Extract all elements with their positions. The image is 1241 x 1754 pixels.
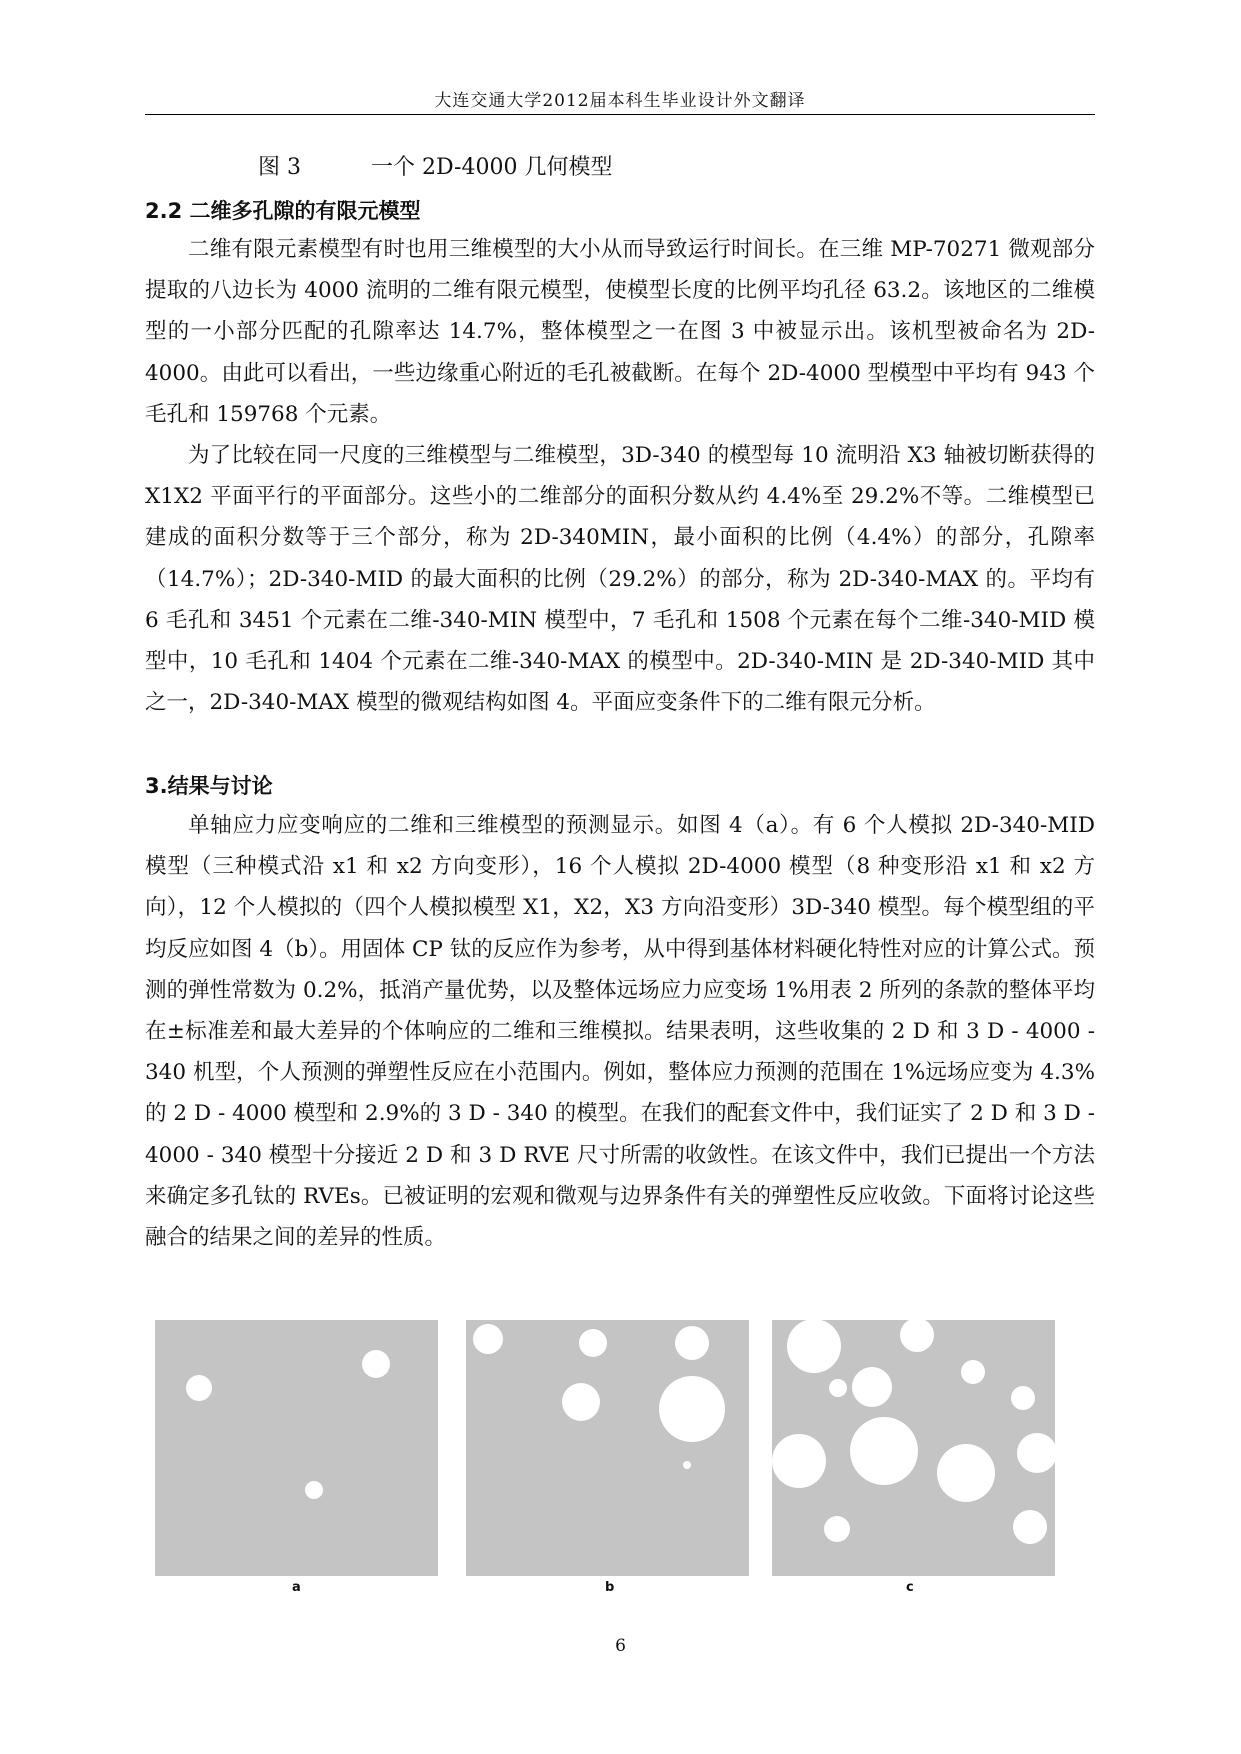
section-2-2-heading: 2.2 二维多孔隙的有限元模型 [145, 199, 421, 223]
pore [850, 1417, 918, 1485]
section-3-heading: 3.结果与讨论 [145, 774, 273, 798]
pore [562, 1383, 600, 1421]
figure-4-panel-a [155, 1320, 438, 1576]
panel-b-background [466, 1320, 749, 1576]
pore [852, 1367, 892, 1407]
pore [1013, 1510, 1047, 1544]
running-header: 大连交通大学2012届本科生毕业设计外文翻译 [434, 91, 806, 111]
section-2-2-paragraph-1: 二维有限元素模型有时也用三维模型的大小从而导致运行时间长。在三维 MP-70271 微观部分提取的八边长为 4000 流明的二维有限元模型，使模型长度的比例平均孔径 63.2。该地区的二维模型的一小部分匹配的孔隙率达 14.7%，整体模型之一在图 3 中被显示出。该机型被命名为 2D-4000。由此可以看出，一些边缘重心附近的毛孔被截断。在每个 2D-4000 型模型中平均有 943 个毛孔和 159768 个元素。 [145, 237, 1095, 427]
panel-a-background [155, 1320, 438, 1576]
figure-3-label: 图 3 [258, 155, 301, 180]
figure-4-label-b: b [605, 1580, 615, 1595]
pore [186, 1375, 212, 1401]
pore [961, 1360, 985, 1384]
figure-4-panel-c [772, 1320, 1055, 1576]
pore [362, 1350, 390, 1378]
pore [1011, 1386, 1035, 1410]
pore [829, 1379, 847, 1397]
section-3-paragraph-1: 单轴应力应变响应的二维和三维模型的预测显示。如图 4（a）。有 6 个人模拟 2D-340-MID 模型（三种模式沿 x1 和 x2 方向变形），16 个人模拟 2D-4000 模型（8 种变形沿 x1 和 x2 方向），12 个人模拟的（四个人模拟模型 X1，X2，X3 方向沿变形）3D-340 模型。每个模型组的平均反应如图 4（b）。用固体 CP 钛的反应作为参考，从中得到基体材料硬化特性对应的计算公式。预测的弹性常数为 0.2%，抵消产量优势，以及整体远场应力应变场 1%用表 2 所列的条款的整体平均在±标准差和最大差异的个体响应的二维和三维模拟。结果表明，这些收集的 2 D 和 3 D - 4000 - 340 机型，个人预测的弹塑性反应在小范围内。例如，整体应力预测的范围在 1%远场应变为 4.3%的 2 D - 4000 模型和 2.9%的 3 D - 340 的模型。在我们的配套文件中，我们证实了 2 D 和 3 D - 4000 - 340 模型十分接近 2 D 和 3 D RVE 尺寸所需的收敛性。在该文件中，我们已提出一个方法来确定多孔钛的 RVEs。已被证明的宏观和微观与边界条件有关的弹塑性反应收敛。下面将讨论这些融合的结果之间的差异的性质。 [145, 813, 1095, 1251]
figure-4-label-a: a [292, 1580, 301, 1595]
figure-4-label-c: c [906, 1580, 914, 1595]
pore [675, 1326, 709, 1360]
pore [659, 1376, 725, 1442]
pore [305, 1481, 323, 1499]
figure-3-caption [258, 150, 612, 181]
pore [772, 1434, 826, 1488]
pore [787, 1320, 841, 1373]
pore [824, 1516, 850, 1542]
page-number: 6 [615, 1636, 626, 1656]
pore [683, 1461, 691, 1469]
figure-4 [155, 1320, 1055, 1580]
pore [579, 1329, 607, 1357]
header-rule [145, 114, 1095, 115]
figure-4-panel-b [466, 1320, 749, 1576]
figure-3-title: 一个 2D-4000 几何模型 [371, 155, 613, 180]
section-2-2-paragraph-2: 为了比较在同一尺度的三维模型与二维模型，3D-340 的模型每 10 流明沿 X3 轴被切断获得的 X1X2 平面平行的平面部分。这些小的二维部分的面积分数从约 4.4%至 29.2%不等。二维模型已建成的面积分数等于三个部分，称为 2D-340MIN，最小面积的比例（4.4%）的部分，孔隙率（14.7%）；2D-340-MID 的最大面积的比例（29.2%）的部分，称为 2D-340-MAX 的。平均有 6 毛孔和 3451 个元素在二维-340-MIN 模型中，7 毛孔和 1508 个元素在每个二维-340-MID 模型中，10 毛孔和 1404 个元素在二维-340-MAX 的模型中。2D-340-MIN 是 2D-340-MID 其中之一，2D-340-MAX 模型的微观结构如图 4。平面应变条件下的二维有限元分析。 [145, 443, 1095, 716]
pore [473, 1324, 503, 1354]
pore [937, 1444, 995, 1502]
